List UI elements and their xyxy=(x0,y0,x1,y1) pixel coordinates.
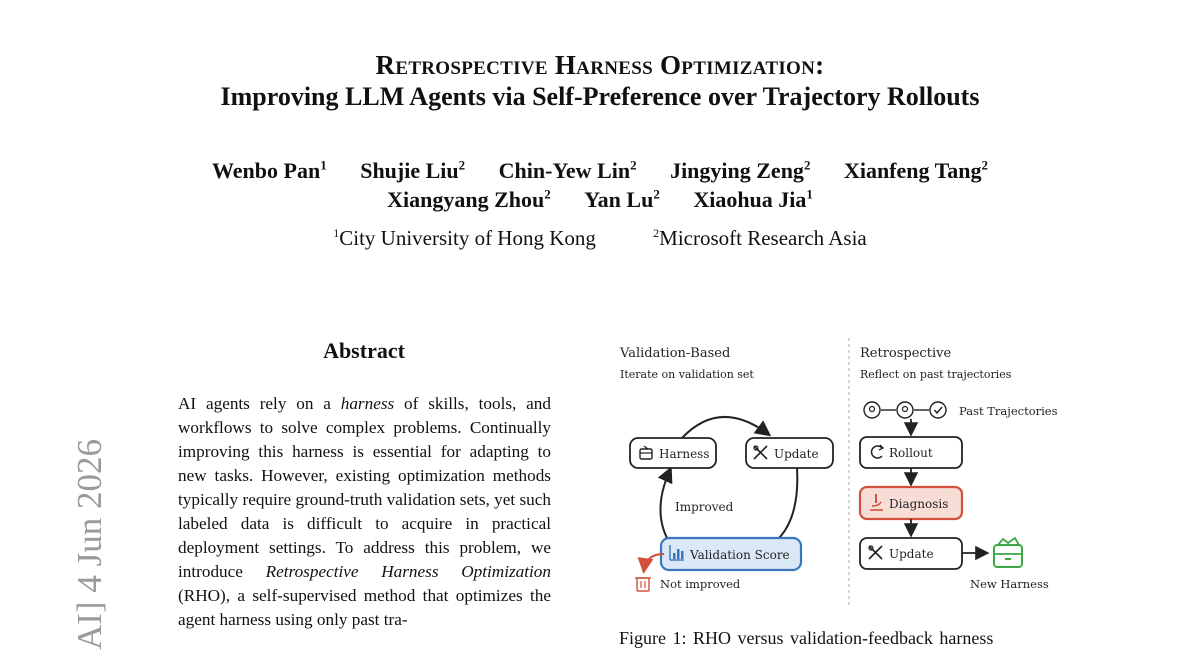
past-trajectories-label: Past Trajectories xyxy=(959,404,1058,418)
update-node-right xyxy=(860,538,962,569)
pin-icon xyxy=(864,402,880,418)
figure-1-diagram xyxy=(600,330,1080,615)
arrow-update-to-score xyxy=(775,468,797,542)
arrow-score-to-harness xyxy=(660,470,670,540)
svg-text:Harness: Harness xyxy=(659,447,710,461)
author: Chin-Yew Lin$^2$ xyxy=(498,158,637,184)
author-list-row1 xyxy=(0,158,1200,184)
abstract-heading: Abstract xyxy=(323,338,405,363)
check-circle-icon xyxy=(930,402,946,418)
paper-title-line1: Retrospective Harness Optimization: xyxy=(375,50,825,80)
left-panel-title: Validation-Based xyxy=(620,346,731,361)
affiliation: $^2$Microsoft Research Asia xyxy=(653,226,867,250)
author: Yan Lu$^2$ xyxy=(584,187,660,213)
author: Xiangyang Zhou$^2$ xyxy=(387,187,551,213)
arxiv-stamp xyxy=(30,400,109,660)
figure-1-caption: Figure 1: RHO versus validation-feedback harness xyxy=(619,628,994,648)
rho-term: Retrospective Harness Optimization xyxy=(265,562,551,581)
affiliations xyxy=(0,226,1200,251)
diagnosis-node xyxy=(860,487,962,519)
author: Xiaohua Jia$^1$ xyxy=(693,187,813,213)
left-panel-subtitle: Iterate on validation set xyxy=(620,368,754,381)
author-list-row2 xyxy=(0,187,1200,213)
arxiv-stamp-text: AI] 4 Jun 2026 xyxy=(70,439,109,650)
trash-icon xyxy=(635,578,651,591)
affiliation: $^1$City University of Hong Kong xyxy=(333,226,596,250)
trajectory-icons xyxy=(864,402,946,418)
update-node-left xyxy=(746,438,833,468)
harness-node xyxy=(630,438,716,468)
new-harness-icon xyxy=(994,538,1022,567)
new-harness-label: New Harness xyxy=(970,577,1049,591)
validation-score-node xyxy=(661,538,801,570)
rollout-node xyxy=(860,437,962,468)
arrow-harness-to-update xyxy=(682,417,768,438)
svg-text:Update: Update xyxy=(774,447,819,461)
svg-text:Validation Score: Validation Score xyxy=(690,548,790,562)
author: Jingying Zeng$^2$ xyxy=(670,158,811,184)
author: Xianfeng Tang$^2$ xyxy=(843,158,988,184)
right-panel-subtitle: Reflect on past trajectories xyxy=(860,368,1012,381)
svg-text:Diagnosis: Diagnosis xyxy=(889,497,949,511)
improved-label: Improved xyxy=(675,500,734,514)
right-panel-title: Retrospective xyxy=(860,346,952,361)
pin-icon xyxy=(897,402,913,418)
abstract-body: AI agents rely on a harness of skills, tools, and workflows to solve complex problems. Continually improving this harness is essential for adapting to new tasks. However, existing optimization methods typically require ground-truth validation sets, yet such labeled data is difficult to acquire in practical deployment settings. To address this problem, we introduce Retrospective Harness Optimization (RHO), a self-supervised method that optimizes the agent harness using only past tra- xyxy=(178,394,551,629)
harness-term: harness xyxy=(340,394,395,413)
author: Shujie Liu$^2$ xyxy=(360,158,466,184)
author: Wenbo Pan$^1$ xyxy=(212,158,327,184)
paper-title-line2: Improving LLM Agents via Self-Preference over Trajectory Rollouts xyxy=(220,82,980,111)
svg-text:Rollout: Rollout xyxy=(889,446,933,460)
svg-text:Update: Update xyxy=(889,547,934,561)
not-improved-label: Not improved xyxy=(660,577,741,591)
